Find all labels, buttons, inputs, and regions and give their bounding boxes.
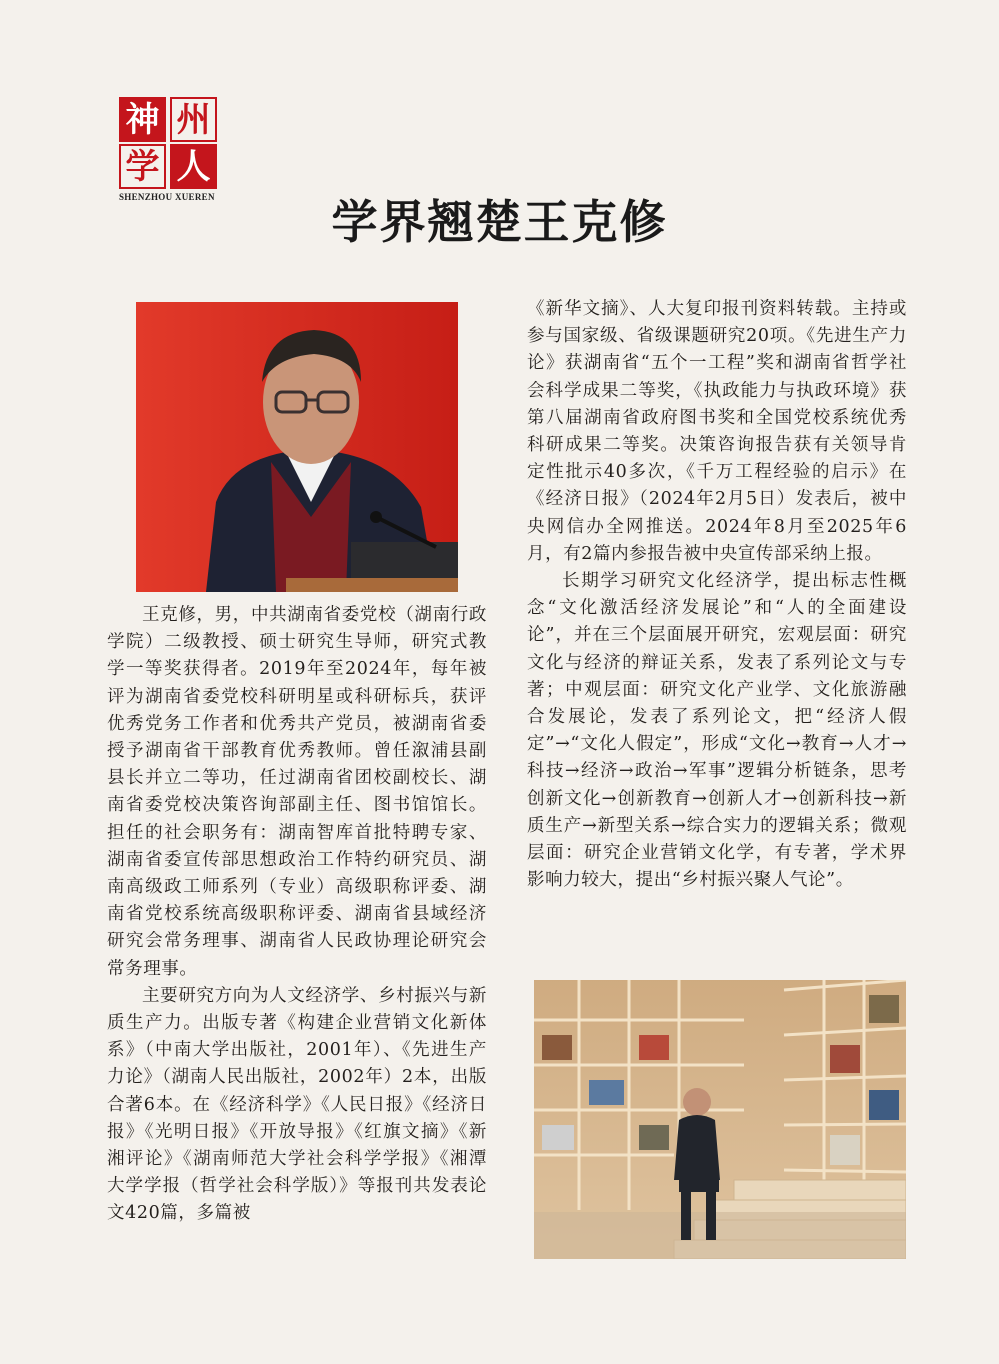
article-title: 学界翘楚王克修 (331, 195, 668, 249)
logo-char: 学 (119, 144, 166, 189)
right-text-column (527, 296, 907, 894)
library-photo (534, 980, 906, 1259)
logo-char: 神 (119, 97, 166, 142)
logo-subtitle: SHENZHOU XUEREN (119, 192, 215, 202)
paragraph: 《新华文摘》、人大复印报刊资料转载。主持或参与国家级、省级课题研究20项。《先进生产力论》获湖南省“五个一工程”奖和湖南省哲学社会科学成果二等奖，《执政能力与执政环境》获第八届湖南省政府图书奖和全国党校系统优秀科研成果二等奖。决策咨询报告获有关领导肯定性批示40多次，《千万工程经验的启示》在《经济日报》（2024年2月5日）发表后，被中央网信办全网推送。2024年8月至2025年6月，有2篇内参报告被中央宣传部采纳上报。 (527, 299, 907, 564)
logo-char: 州 (170, 97, 217, 142)
paragraph: 长期学习研究文化经济学，提出标志性概念“文化激活经济发展论”和“人的全面建设论”，并在三个层面展开研究，宏观层面：研究文化与经济的辩证关系，发表了系列论文与专著；中观层面：研究文化产业学、文化旅游融合发展论，发表了系列论文，把“经济人假定”→“文化人假定”，形成“文化→教育→人才→科技→经济→政治→军事”逻辑分析链条，思考创新文化→创新教育→创新人才→创新科技→新质生产→新型关系→综合实力的逻辑关系；微观层面：研究企业营销文化学，有专著，学术界影响力较大，提出“乡村振兴聚人气论”。 (527, 571, 907, 891)
portrait-photo (136, 302, 458, 592)
paragraph: 主要研究方向为人文经济学、乡村振兴与新质生产力。出版专著《构建企业营销文化新体系》（中南大学出版社，2001年）、《先进生产力论》（湖南人民出版社，2002年）2本，出版合著6本。在《经济科学》《人民日报》《经济日报》《光明日报》《开放导报》《红旗文摘》《新湘评论》《湖南师范大学社会科学学报》《湘潭大学学报（哲学社会科学版）》等报刊共发表论文420篇，多篇被 (107, 985, 487, 1224)
left-text-column (107, 602, 487, 1228)
logo-char: 人 (170, 144, 217, 189)
paragraph: 王克修，男，中共湖南省委党校（湖南行政学院）二级教授、硕士研究生导师，研究式教学一等奖获得者。2019年至2024年，每年被评为湖南省委党校科研明星或科研标兵，获评优秀党务工作者和优秀共产党员，被湖南省委授予湖南省干部教育优秀教师。曾任溆浦县副县长并立二等功，任过湖南省团校副校长、湖南省委党校决策咨询部副主任、图书馆馆长。担任的社会职务有：湖南智库首批特聘专家、湖南省委宣传部思想政治工作特约研究员、湖南高级政工师系列（专业）高级职称评委、湖南省党校系统高级职称评委、湖南省县域经济研究会常务理事、湖南省人民政协理论研究会常务理事。 (107, 605, 487, 979)
